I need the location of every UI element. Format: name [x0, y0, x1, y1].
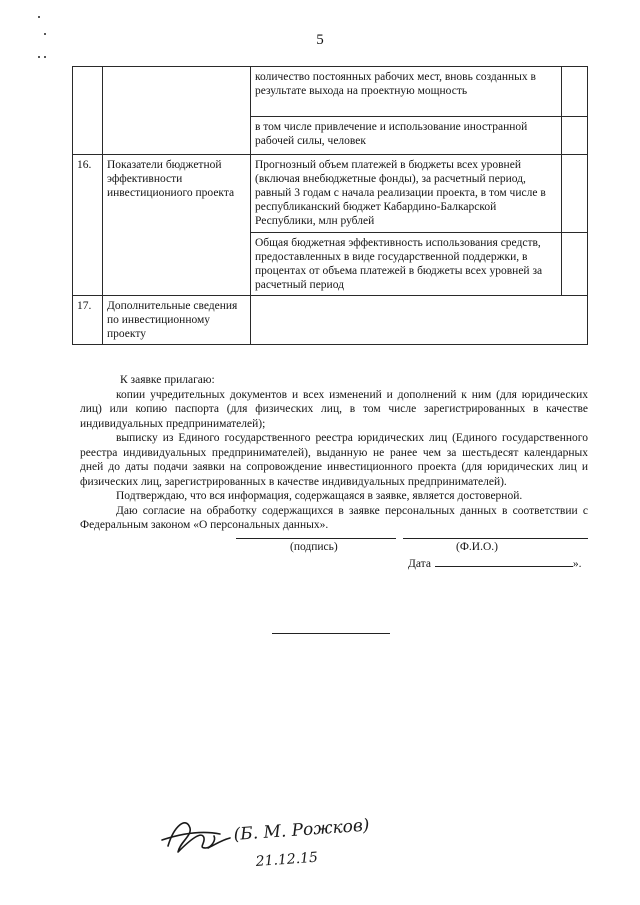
consent-text: Даю согласие на обработку содержащихся в заявке персональных данных в соответствии с Федеральным законом «О персональных данных». [80, 504, 588, 531]
indicator-cell: Общая бюджетная эффективность использования средств, предоставленных в виде государственной поддержки, в процентах от объема платежей в бюджеты всех уровней за расчетный период [251, 233, 562, 296]
page-number: 5 [316, 32, 324, 48]
table-row [73, 67, 588, 117]
value-cell [562, 233, 588, 296]
row-title-cell [103, 67, 251, 155]
confirmation-text: Подтверждаю, что вся информация, содержащаяся в заявке, является достоверной. [116, 490, 523, 502]
signature-caption: (подпись) [290, 541, 338, 553]
scan-speck [38, 16, 40, 18]
attachments-section [80, 373, 588, 533]
attachment-item: выписку из Единого государственного реестра юридических лиц (Единого государственного реестра индивидуальных предпринимателей), выданную не ранее чем за шестьдесят календарных дней до даты подачи заявки на сопровождение инвестиционного проекта (для юридических лиц и физических лиц, зарегистрированных в качестве индивидуальных предпринимателей). [80, 432, 588, 488]
attachment-item: копии учредительных документов и всех изменений и дополнений к ним (для юридических лиц) или копию паспорта (для физических лиц, в том числе зарегистрированных в качестве индивидуальных предпринимателей); [80, 388, 588, 430]
table-row [73, 296, 588, 345]
row-title-cell: Дополнительные сведения по инвестиционному проекту [103, 296, 251, 345]
indicator-cell: Прогнозный объем платежей в бюджеты всех уровней (включая внебюджетные фонды), за расчетный период, равный 3 годам с начала реализации проекта, в том числе в республиканский бюджет Кабардино-Балкарской Республики, млн рублей [251, 155, 562, 233]
additional-info-cell [251, 296, 588, 345]
date-label: Дата [408, 558, 431, 570]
separator-line [272, 633, 390, 634]
signature-line [236, 538, 396, 539]
handwritten-name: (Б. М. Рожков) [232, 815, 371, 845]
value-cell [562, 155, 588, 233]
project-info-table [72, 66, 588, 345]
table-row [73, 155, 588, 233]
indicator-cell: количество постоянных рабочих мест, вновь созданных в результате выхода на проектную мощность [251, 67, 562, 117]
date-row [408, 555, 582, 570]
row-number-cell: 17. [73, 296, 103, 345]
row-title-cell: Показатели бюджетной эффективности инвестициониого проекта [103, 155, 251, 296]
date-blank [435, 555, 573, 567]
scan-speck [44, 33, 46, 35]
attachments-intro: К заявке прилагаю: [120, 374, 215, 386]
signature-underline [208, 838, 230, 848]
date-end: ». [572, 558, 582, 570]
value-cell [562, 117, 588, 155]
handwritten-signature-block [160, 800, 380, 880]
name-line [403, 538, 588, 539]
indicator-cell: в том числе привлечение и использование иностранной рабочей силы, человек [251, 117, 562, 155]
row-number-cell: 16. [73, 155, 103, 296]
value-cell [562, 67, 588, 117]
scan-speck [44, 56, 46, 58]
name-caption: (Ф.И.О.) [456, 541, 498, 553]
row-number-cell [73, 67, 103, 155]
scan-speck [38, 56, 40, 58]
handwritten-date: 21.12.15 [255, 849, 319, 870]
